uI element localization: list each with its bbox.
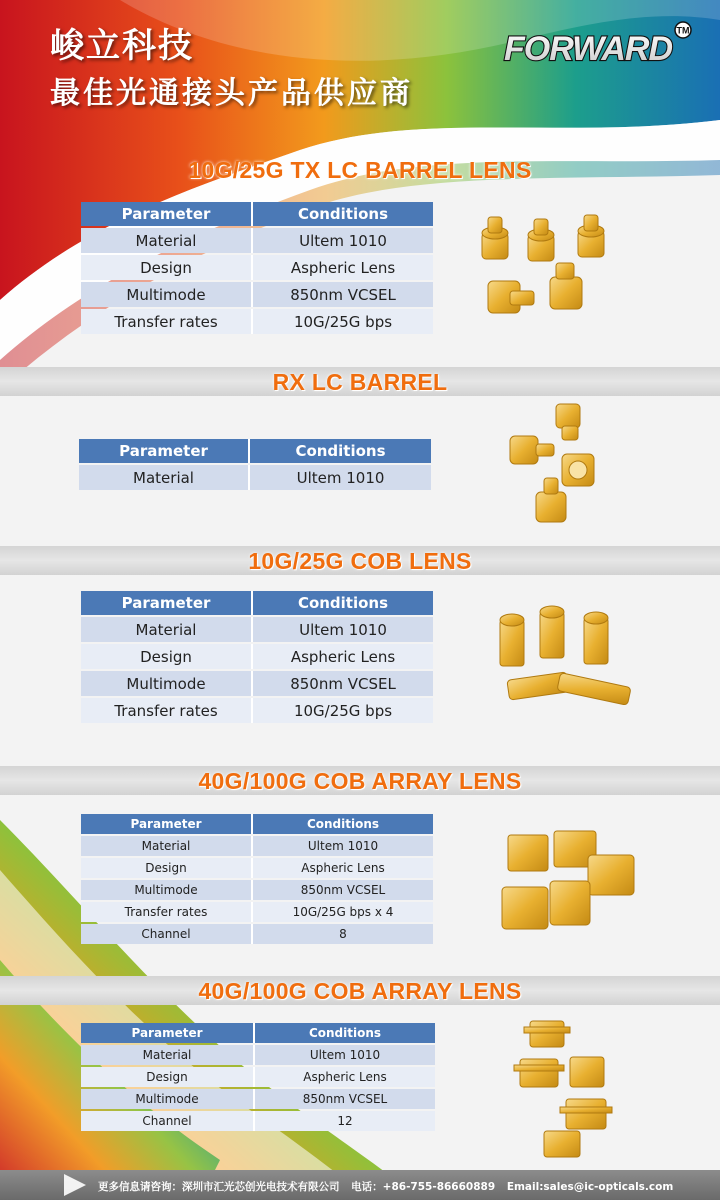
table-cell: Ultem 1010 bbox=[253, 228, 433, 253]
table-cell: Ultem 1010 bbox=[250, 465, 431, 490]
footer-info-label: 更多信息请咨询：深圳市汇光芯创光电技术有限公司 bbox=[98, 1181, 340, 1193]
table-header: Conditions bbox=[253, 814, 433, 834]
table-cell: Ultem 1010 bbox=[255, 1045, 435, 1065]
table-cell: Transfer rates bbox=[81, 698, 253, 723]
footer-email[interactable]: Email:sales@ic-opticals.com bbox=[506, 1181, 674, 1193]
table-cell: Design bbox=[81, 1067, 255, 1087]
table-cell: 12 bbox=[255, 1111, 435, 1131]
table-row bbox=[81, 644, 433, 669]
table-cell: Aspheric Lens bbox=[253, 255, 433, 280]
table-cell: 850nm VCSEL bbox=[253, 282, 433, 307]
table-cell: Multimode bbox=[81, 282, 253, 307]
section-title: 40G/100G COB ARRAY LENS bbox=[198, 768, 522, 794]
section-title: 10G/25G COB LENS bbox=[248, 548, 472, 574]
footer-contact bbox=[98, 1179, 681, 1194]
table-cell: Multimode bbox=[81, 1089, 255, 1109]
footer-arrow-icon bbox=[62, 1172, 88, 1198]
table-cell: 8 bbox=[253, 924, 433, 944]
section-title: 40G/100G COB ARRAY LENS bbox=[198, 978, 522, 1004]
spec-table bbox=[79, 437, 431, 492]
table-cell: Material bbox=[79, 465, 250, 490]
spec-table bbox=[81, 812, 433, 946]
table-row bbox=[81, 880, 433, 900]
table-cell: Design bbox=[81, 858, 253, 878]
table-header: Parameter bbox=[81, 1023, 255, 1043]
table-header: Conditions bbox=[253, 202, 433, 226]
section-title: 10G/25G TX LC BARREL LENS bbox=[188, 157, 532, 183]
table-cell: 850nm VCSEL bbox=[253, 880, 433, 900]
table-row bbox=[81, 228, 433, 253]
table-cell: Aspheric Lens bbox=[253, 858, 433, 878]
company-name: 峻立科技 bbox=[50, 26, 194, 66]
table-cell: Material bbox=[81, 1045, 255, 1065]
table-header: Parameter bbox=[79, 439, 250, 463]
barrel-lens-parts-icon bbox=[470, 205, 640, 340]
table-cell: Ultem 1010 bbox=[253, 617, 433, 642]
logo-trademark: TM bbox=[676, 25, 690, 36]
table-row bbox=[79, 465, 431, 490]
table-cell: 10G/25G bps bbox=[253, 309, 433, 334]
cob-array-lens-12ch-parts-icon bbox=[510, 1015, 630, 1165]
table-row bbox=[81, 1067, 435, 1087]
table-row bbox=[81, 902, 433, 922]
table-cell: 850nm VCSEL bbox=[253, 671, 433, 696]
forward-logo bbox=[500, 20, 700, 70]
table-row bbox=[81, 309, 433, 334]
table-cell: Multimode bbox=[81, 671, 253, 696]
table-cell: Channel bbox=[81, 1111, 255, 1131]
table-cell: Multimode bbox=[81, 880, 253, 900]
table-cell: Design bbox=[81, 644, 253, 669]
table-row bbox=[81, 698, 433, 723]
table-row bbox=[81, 836, 433, 856]
table-row bbox=[81, 1089, 435, 1109]
table-header: Parameter bbox=[81, 814, 253, 834]
spec-table bbox=[81, 200, 433, 336]
footer-phone: 电话：+86-755-86660889 bbox=[351, 1181, 496, 1193]
table-cell: 10G/25G bps x 4 bbox=[253, 902, 433, 922]
table-cell: Aspheric Lens bbox=[255, 1067, 435, 1087]
table-row bbox=[81, 282, 433, 307]
table-row bbox=[81, 924, 433, 944]
table-cell: Channel bbox=[81, 924, 253, 944]
table-cell: Design bbox=[81, 255, 253, 280]
table-header: Conditions bbox=[255, 1023, 435, 1043]
table-cell: Material bbox=[81, 836, 253, 856]
table-cell: Transfer rates bbox=[81, 902, 253, 922]
table-cell: Transfer rates bbox=[81, 309, 253, 334]
spec-table bbox=[81, 589, 433, 725]
table-header: Conditions bbox=[250, 439, 431, 463]
cob-array-lens-parts-icon bbox=[498, 825, 658, 950]
rx-barrel-parts-icon bbox=[500, 398, 630, 538]
table-header: Conditions bbox=[253, 591, 433, 615]
table-row bbox=[81, 671, 433, 696]
table-header: Parameter bbox=[81, 591, 253, 615]
section-title: RX LC BARREL bbox=[272, 369, 448, 395]
table-cell: Material bbox=[81, 228, 253, 253]
table-row bbox=[81, 858, 433, 878]
table-cell: Aspheric Lens bbox=[253, 644, 433, 669]
table-cell: 10G/25G bps bbox=[253, 698, 433, 723]
slogan: 最佳光通接头产品供应商 bbox=[50, 76, 413, 111]
table-cell: 850nm VCSEL bbox=[255, 1089, 435, 1109]
table-row bbox=[81, 1111, 435, 1131]
logo-text: FORWARD bbox=[504, 30, 673, 68]
cob-lens-parts-icon bbox=[488, 600, 653, 730]
table-row bbox=[81, 1045, 435, 1065]
table-cell: Material bbox=[81, 617, 253, 642]
table-row bbox=[81, 617, 433, 642]
table-header: Parameter bbox=[81, 202, 253, 226]
spec-table bbox=[81, 1021, 435, 1133]
table-cell: Ultem 1010 bbox=[253, 836, 433, 856]
table-row bbox=[81, 255, 433, 280]
